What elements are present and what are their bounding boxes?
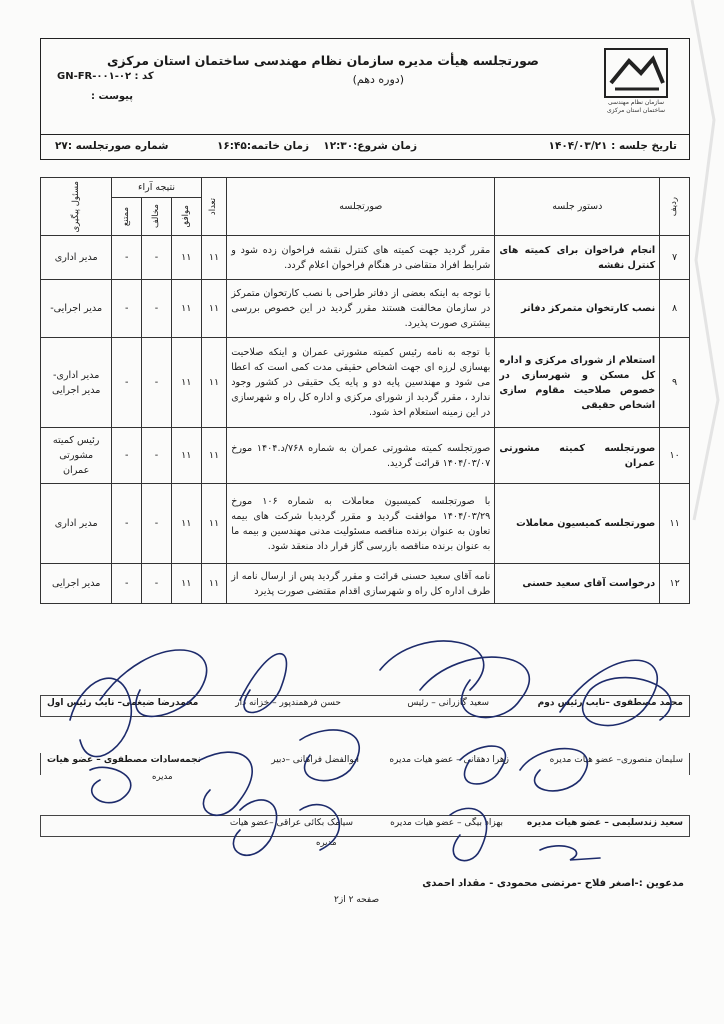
vote-oppose: -: [142, 484, 172, 564]
invitees-line: مدعوین :-اصغر فلاح -مرتضی محمودی - مقداد احمدی: [422, 878, 684, 889]
agenda-item: انجام فراخوان برای کمیته های کنترل نقشه: [495, 236, 660, 280]
agenda-item: صورتجلسه کمیسیون معاملات: [495, 484, 660, 564]
row-number: ۱۲: [660, 564, 690, 604]
header-agree: موافق: [171, 198, 201, 236]
table-row: [41, 564, 690, 604]
table-row: [41, 338, 690, 428]
signatory-name: سعید گازرانی – رئیس: [407, 698, 489, 708]
vote-agree: ۱۱: [171, 338, 201, 428]
vote-agree: ۱۱: [171, 564, 201, 604]
responsible-party: مدیر اداری: [41, 484, 112, 564]
minutes-text: با توجه به اینکه بعضی از دفاتر طراحی با نصب کارتخوان متمرکز در سازمان مخالفت هستند مقرر گردید در این خصوص بررسی بیشتری صورت پذیرد.: [227, 280, 495, 338]
header-count: تعداد: [201, 178, 227, 236]
header-row-number: ردیف: [660, 178, 690, 236]
vote-abstain: -: [112, 484, 142, 564]
row-number: ۱۰: [660, 428, 690, 484]
signature-row: [40, 815, 690, 837]
vote-agree: ۱۱: [171, 484, 201, 564]
vote-oppose: -: [142, 564, 172, 604]
table-row: [41, 280, 690, 338]
signatory-title-continuation: مدیره: [152, 772, 173, 782]
minutes-table: [40, 177, 690, 604]
scan-edge-artifact: [684, 0, 724, 1024]
header-agenda: دستور جلسه: [495, 178, 660, 236]
member-count: ۱۱: [201, 484, 227, 564]
page-number: صفحه ۲ از۲: [334, 895, 380, 905]
meeting-start-time: زمان شروع:۱۲:۳۰: [323, 140, 417, 152]
table-row: [41, 484, 690, 564]
responsible-party: مدیر اداری- مدیر اجرایی: [41, 338, 112, 428]
minutes-number: شماره صورتجلسه :۲۷: [55, 140, 169, 152]
header-abstain: ممتنع: [112, 198, 142, 236]
signatory-name: محمد مصطفوی –نایب رئیس دوم: [537, 698, 683, 708]
minutes-text: نامه آقای سعید حسنی قرائت و مقرر گردید پس از ارسال نامه از طرف اداره کل راه و شهرسازی اقدام مقتضی صورت پذیرد: [227, 564, 495, 604]
meeting-date: تاریخ جلسه : ۱۴۰۴/۰۳/۲۱: [548, 140, 677, 152]
member-count: ۱۱: [201, 428, 227, 484]
table-row: [41, 428, 690, 484]
header-divider: [41, 134, 689, 135]
signatory-name: محمدرضا ضیغمی– نایب رئیس اول: [47, 698, 199, 708]
member-count: ۱۱: [201, 280, 227, 338]
organization-logo-icon: [595, 43, 677, 105]
header-responsible: مسئول پیگیری: [41, 178, 112, 236]
vote-oppose: -: [142, 428, 172, 484]
agenda-item: درخواست آقای سعید حسنی: [495, 564, 660, 604]
vote-oppose: -: [142, 236, 172, 280]
vote-abstain: -: [112, 236, 142, 280]
signatory-name: سیامک بکائی عراقی –عضو هیات: [229, 818, 353, 828]
vote-agree: ۱۱: [171, 236, 201, 280]
member-count: ۱۱: [201, 564, 227, 604]
signatory-name: سعید زندسلیمی – عضو هیات مدیره: [526, 818, 683, 828]
minutes-text: صورتجلسه کمیته مشورتی عمران به شماره ۷۶۸/د.۱۴۰۴ مورخ ۱۴۰۴/۰۳/۰۷ قرائت گردید.: [227, 428, 495, 484]
signature-row: [40, 753, 690, 775]
logo-caption: سازمان نظام مهندسی ساختمان استان مرکزی: [606, 99, 666, 114]
minutes-text: با توجه به نامه رئیس کمیته مشورتی عمران و اینکه صلاحیت بهسازی لرزه ای جهت اشخاص حقیقی مدت کمی است که اعطا می شود و مهندسین پایه دو و پایه یک حقیقی در کشور وجود ندارد ، مقرر گردید از شورای مرکزی و اداره کل راه و شهرسازی در این زمینه استعلام اخذ شود.: [227, 338, 495, 428]
vote-abstain: -: [112, 428, 142, 484]
responsible-party: رئیس کمیته مشورتی عمران: [41, 428, 112, 484]
vote-abstain: -: [112, 280, 142, 338]
agenda-item: استعلام از شورای مرکزی و اداره کل مسکن و شهرسازی در خصوص صلاحیت مقاوم سازی اشخاص حقیقی: [495, 338, 660, 428]
header-minutes: صورتجلسه: [227, 178, 495, 236]
signatory-name: نجمه‌سادات مصطفوی – عضو هیات: [47, 755, 201, 765]
agenda-item: نصب کارتخوان متمرکز دفاتر: [495, 280, 660, 338]
vote-oppose: -: [142, 338, 172, 428]
minutes-text: با صورتجلسه کمیسیون معاملات به شماره ۱۰۶ مورخ ۱۴۰۴/۰۳/۲۹ موافقت گردید و مقرر گردیدبا شرکت های بیمه تعاون به عنوان برنده مناقصه مسئولیت مدنی مهندسین و بیمه ما به عنوان برنده مناقصه بازرسی گاز قرار داد منعقد شود.: [227, 484, 495, 564]
signatory-name: بهزاد بیگی – عضو هیات مدیره: [390, 818, 503, 828]
vote-agree: ۱۱: [171, 280, 201, 338]
vote-agree: ۱۱: [171, 428, 201, 484]
member-count: ۱۱: [201, 236, 227, 280]
page-subtitle: (دوره دهم): [352, 73, 404, 86]
signatory-title-continuation: مدیره: [316, 838, 337, 848]
signatory-name: حسن فرهمندپور – خزانه دار: [235, 698, 341, 708]
header-oppose: مخالف: [142, 198, 172, 236]
document-header: [40, 38, 690, 160]
vote-abstain: -: [112, 338, 142, 428]
meeting-end-time: زمان خاتمه:۱۶:۴۵: [216, 140, 309, 152]
member-count: ۱۱: [201, 338, 227, 428]
row-number: ۹: [660, 338, 690, 428]
vote-oppose: -: [142, 280, 172, 338]
form-code: کد : GN-FR-۰۰۱-۰۲: [57, 71, 154, 82]
responsible-party: مدیر اجرایی-: [41, 280, 112, 338]
signatory-name: ابوالفضل فراهانی –دبیر: [271, 755, 359, 765]
header-vote-result: نتیجه آراء: [112, 178, 201, 198]
agenda-item: صورتجلسه کمیته مشورتی عمران: [495, 428, 660, 484]
minutes-text: مقرر گردید جهت کمیته های کنترل نقشه فراخوان زده شود و شرایط افراد متقاضی در هنگام فراخوان اعلام گردد.: [227, 236, 495, 280]
responsible-party: مدیر اجرایی: [41, 564, 112, 604]
signatory-name: سلیمان منصوری– عضو هیات مدیره: [549, 755, 683, 765]
row-number: ۱۱: [660, 484, 690, 564]
table-row: [41, 236, 690, 280]
row-number: ۸: [660, 280, 690, 338]
vote-abstain: -: [112, 564, 142, 604]
row-number: ۷: [660, 236, 690, 280]
attachment-label: پیوست :: [91, 91, 134, 102]
page-title: صورتجلسه هیأت مدیره سازمان نظام مهندسی ساختمان استان مرکزی: [106, 53, 539, 68]
responsible-party: مدیر اداری: [41, 236, 112, 280]
signature-row: [40, 695, 690, 717]
signatory-name: زهرا دهقانی – عضو هیات مدیره: [389, 755, 509, 765]
